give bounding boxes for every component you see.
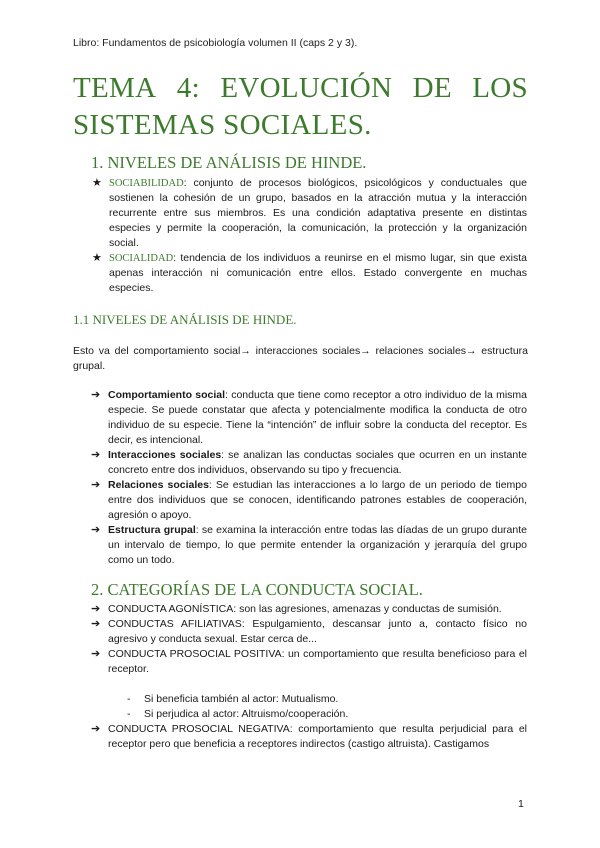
arrow-bullet-icon: ➔ [91, 723, 101, 735]
prosocial-sublist [127, 692, 527, 722]
subcategory-text: Si perjudica al actor: Altruismo/cooperación. [144, 708, 349, 720]
star-bullet-icon: ★ [92, 252, 102, 264]
title-word: TEMA [73, 72, 157, 104]
hinde-levels-list [91, 388, 527, 568]
arrow-bullet-icon: ➔ [91, 449, 101, 461]
running-header: Libro: Fundamentos de psicobiología volumen II (caps 2 y 3). [73, 37, 358, 49]
term-label: SOCIABILIDAD [109, 178, 184, 189]
list-item [92, 251, 527, 296]
list-item [91, 448, 527, 478]
star-bullet-icon: ★ [92, 177, 102, 189]
list-item [91, 388, 527, 448]
list-item [91, 523, 527, 568]
page-number: 1 [518, 798, 524, 810]
list-item [127, 692, 527, 707]
category-text: CONDUCTA AGONÍSTICA: son las agresiones, amenazas y conductas de sumisión. [108, 603, 502, 615]
definition-text: : tendencia de los individuos a reunirse en el mismo lugar, sin que exista apenas interacción ni comunicación entre ellos. Estado convergente en muchas especies. [109, 252, 527, 294]
definition-text: : se analizan las conductas sociales que ocurren en un instante concreto entre dos individuos, observando su tipo y frecuencia. [108, 449, 527, 476]
list-item [91, 602, 527, 617]
section-heading-1-1: 1.1 NIVELES DE ANÁLISIS DE HINDE. [73, 312, 297, 327]
definition-text: : se examina la interacción entre todas las díadas de un grupo durante un intervalo de tiempo, lo que permite entender la organización y jerarquía del grupo como un todo. [108, 524, 527, 566]
arrow-bullet-icon: ➔ [91, 618, 101, 630]
category-text: CONDUCTAS AFILIATIVAS: Espulgamiento, descansar junto a, contacto físico no agresivo y conducta sexual. Estar cerca de... [108, 618, 527, 645]
definition-text: : conjunto de procesos biológicos, psicológicos y conductuales que sostienen la cohesión de un grupo, basados en la atracción mutua y la interacción recurrente entre sus miembros. Es una condición adaptativa presente en distintas especies y permite la cooperación, la comunicación, la protección y la organización social. [109, 177, 527, 249]
term-label: SOCIALIDAD [109, 253, 174, 264]
dash-bullet: - [127, 708, 131, 720]
sociability-list [92, 176, 527, 296]
arrow-bullet-icon: ➔ [91, 524, 101, 536]
list-item [92, 176, 527, 251]
list-item [91, 647, 527, 677]
title-line-2: SISTEMAS SOCIALES. [73, 109, 372, 141]
intro-paragraph: Esto va del comportamiento social→ interacciones sociales→ relaciones sociales→ estructura grupal. [73, 345, 528, 372]
section-heading-2: 2. CATEGORÍAS DE LA CONDUCTA SOCIAL. [91, 580, 423, 599]
category-text: CONDUCTA PROSOCIAL POSITIVA: un comportamiento que resulta beneficioso para el receptor. [108, 648, 527, 675]
arrow-bullet-icon: ➔ [91, 603, 101, 615]
term-label: Comportamiento social [108, 389, 226, 401]
arrow-bullet-icon: ➔ [91, 389, 101, 401]
title-word: DE [412, 72, 452, 104]
list-item [91, 617, 527, 647]
title-line-1 [73, 70, 528, 107]
page-title [73, 70, 528, 144]
section-heading-1: 1. NIVELES DE ANÁLISIS DE HINDE. [91, 153, 367, 172]
title-word: EVOLUCIÓN [220, 72, 393, 104]
social-behavior-categories-list [91, 602, 527, 677]
category-text: CONDUCTA PROSOCIAL NEGATIVA: comportamiento que resulta perjudicial para el receptor pero que beneficia a receptores indirectos (castigo altruista). Castigamos [108, 723, 527, 750]
arrow-bullet-icon: ➔ [91, 479, 101, 491]
list-item [91, 722, 527, 752]
social-behavior-categories-list-cont [91, 722, 527, 752]
term-label: Interacciones sociales [108, 449, 222, 461]
arrow-bullet-icon: ➔ [91, 648, 101, 660]
dash-bullet: - [127, 693, 131, 705]
title-word: LOS [472, 72, 528, 104]
definition-text: : Se estudian las interacciones a lo largo de un periodo de tiempo entre dos individuos que se conocen, identificando patrones estables de cooperación, agresión o apoyo. [108, 479, 527, 521]
subcategory-text: Si beneficia también al actor: Mutualismo. [144, 693, 339, 705]
term-label: Relaciones sociales [108, 479, 209, 491]
list-item [91, 478, 527, 523]
title-word: 4: [176, 72, 200, 104]
term-label: Estructura grupal [108, 524, 196, 536]
definition-text: : conducta que tiene como receptor a otro individuo de la misma especie. Se puede constatar que afecta y potencialmente modifica la conducta de otro individuo de su especie. Tiene la “intención” de influir sobre la conducta del receptor. Es decir, es intencional. [108, 389, 527, 446]
list-item [127, 707, 527, 722]
